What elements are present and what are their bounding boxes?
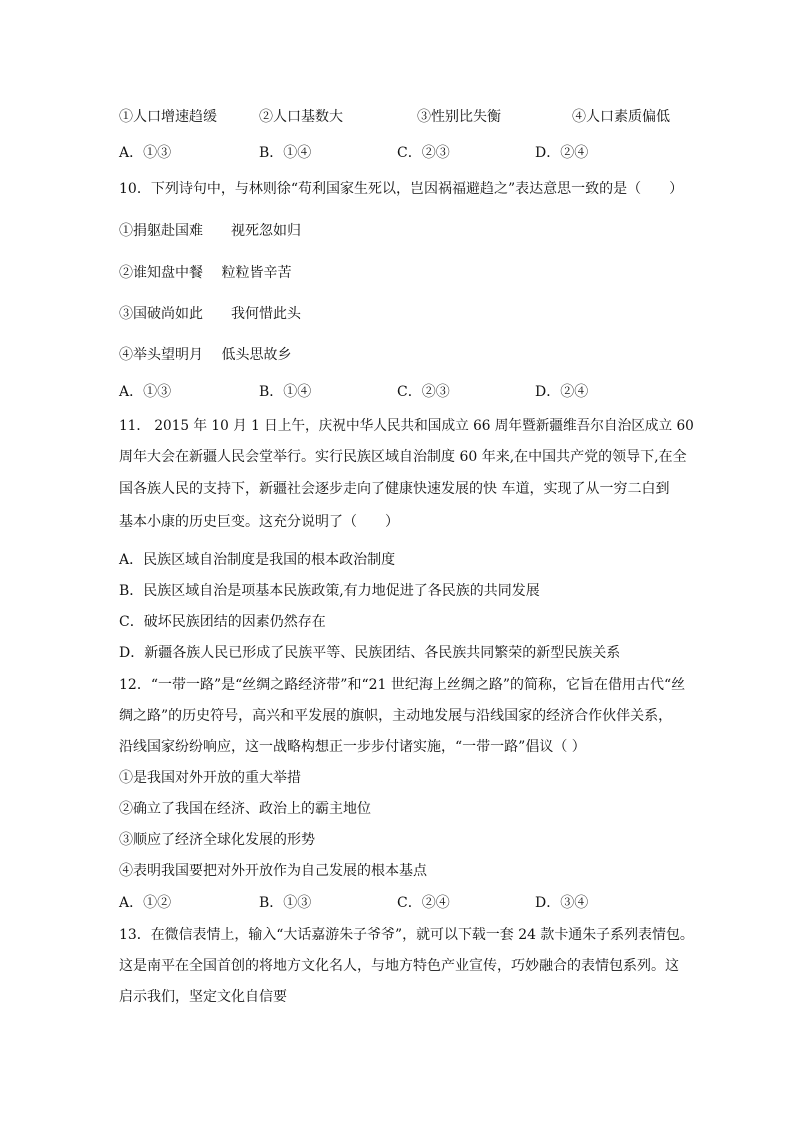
- q11-option-a: A．民族区域自治制度是我国的根本政治制度: [119, 552, 396, 568]
- q12-option-a: A．①②: [119, 895, 172, 911]
- q10-option-d: D．②④: [535, 384, 589, 400]
- q11-option-c: C．破坏民族团结的因素仍然存在: [119, 614, 326, 630]
- q12-item-4: ④表明我国要把对外开放作为自己发展的根本基点: [119, 863, 427, 879]
- q10-option-a: A．①③: [119, 384, 172, 400]
- q10-option-b: B．①④: [259, 384, 312, 400]
- q12-stem-line-3: 沿线国家纷纷响应，这一战略构想正一步步付诸实施，“一带一路”倡议（ ）: [119, 739, 586, 755]
- q13-stem-line-3: 启示我们，坚定文化自信要: [119, 989, 287, 1005]
- q11-stem-line-4: 基本小康的历史巨变。这充分说明了（ ）: [119, 514, 399, 530]
- q10-option-c: C．②③: [397, 384, 450, 400]
- q9-item-3: ③性别比失衡: [417, 109, 501, 125]
- q11-stem-line-3: 国各族人民的支持下，新疆社会逐步走向了健康快速发展的快 车道，实现了从一穷二白到: [119, 481, 670, 497]
- q9-option-d: D．②④: [535, 145, 589, 161]
- q12-option-c: C．②④: [397, 895, 450, 911]
- q12-option-d: D．③④: [535, 895, 589, 911]
- q10-item-1: ①捐躯赴国难 视死忽如归: [119, 223, 301, 239]
- q10-item-3: ③国破尚如此 我何惜此头: [119, 306, 301, 322]
- q12-item-2: ②确立了我国在经济、政治上的霸主地位: [119, 801, 371, 817]
- q12-stem-line-1: 12．“一带一路”是“丝绸之路经济带”和“21 世纪海上丝绸之路”的简称，它旨在借用古代“丝: [119, 677, 686, 693]
- q11-option-d: D．新疆各族人民已形成了民族平等、民族团结、各民族共同繁荣的新型民族关系: [119, 645, 621, 661]
- q9-item-1: ①人口增速趋缓: [119, 109, 217, 125]
- q9-option-c: C．②③: [397, 145, 450, 161]
- q12-item-3: ③顺应了经济全球化发展的形势: [119, 832, 315, 848]
- q9-item-4: ④人口素质偏低: [572, 109, 670, 125]
- q11-stem-line-1: 11． 2015 年 10 月 1 日上午，庆祝中华人民共和国成立 66 周年暨新疆维吾尔自治区成立 60: [119, 418, 694, 434]
- q9-option-a: A．①③: [119, 145, 172, 161]
- q10-stem: 10．下列诗句中，与林则徐“苟利国家生死以，岂因祸福避趋之”表达意思一致的是（ ）: [119, 181, 684, 197]
- q9-item-2: ②人口基数大: [259, 109, 343, 125]
- q10-item-2: ②谁知盘中餐 粒粒皆辛苦: [119, 265, 292, 281]
- q12-stem-line-2: 绸之路”的历史符号，高兴和平发展的旗帜，主动地发展与沿线国家的经济合作伙伴关系，: [119, 708, 673, 724]
- q13-stem-line-1: 13．在微信表情上，输入“大话嘉游朱子爷爷”，就可以下载一套 24 款卡通朱子系列表情包。: [119, 927, 694, 943]
- q11-option-b: B．民族区域自治是项基本民族政策,有力地促进了各民族的共同发展: [119, 583, 540, 599]
- q11-stem-line-2: 周年大会在新疆人民会堂举行。实行民族区域自治制度 60 年来,在中国共产党的领导下,在全: [119, 449, 687, 465]
- q13-stem-line-2: 这是南平在全国首创的将地方文化名人，与地方特色产业宣传，巧妙融合的表情包系列。这: [119, 958, 679, 974]
- q12-item-1: ①是我国对外开放的重大举措: [119, 770, 301, 786]
- q12-option-b: B．①③: [259, 895, 312, 911]
- q9-option-b: B．①④: [259, 145, 312, 161]
- q10-item-4: ④举头望明月 低头思故乡: [119, 347, 292, 363]
